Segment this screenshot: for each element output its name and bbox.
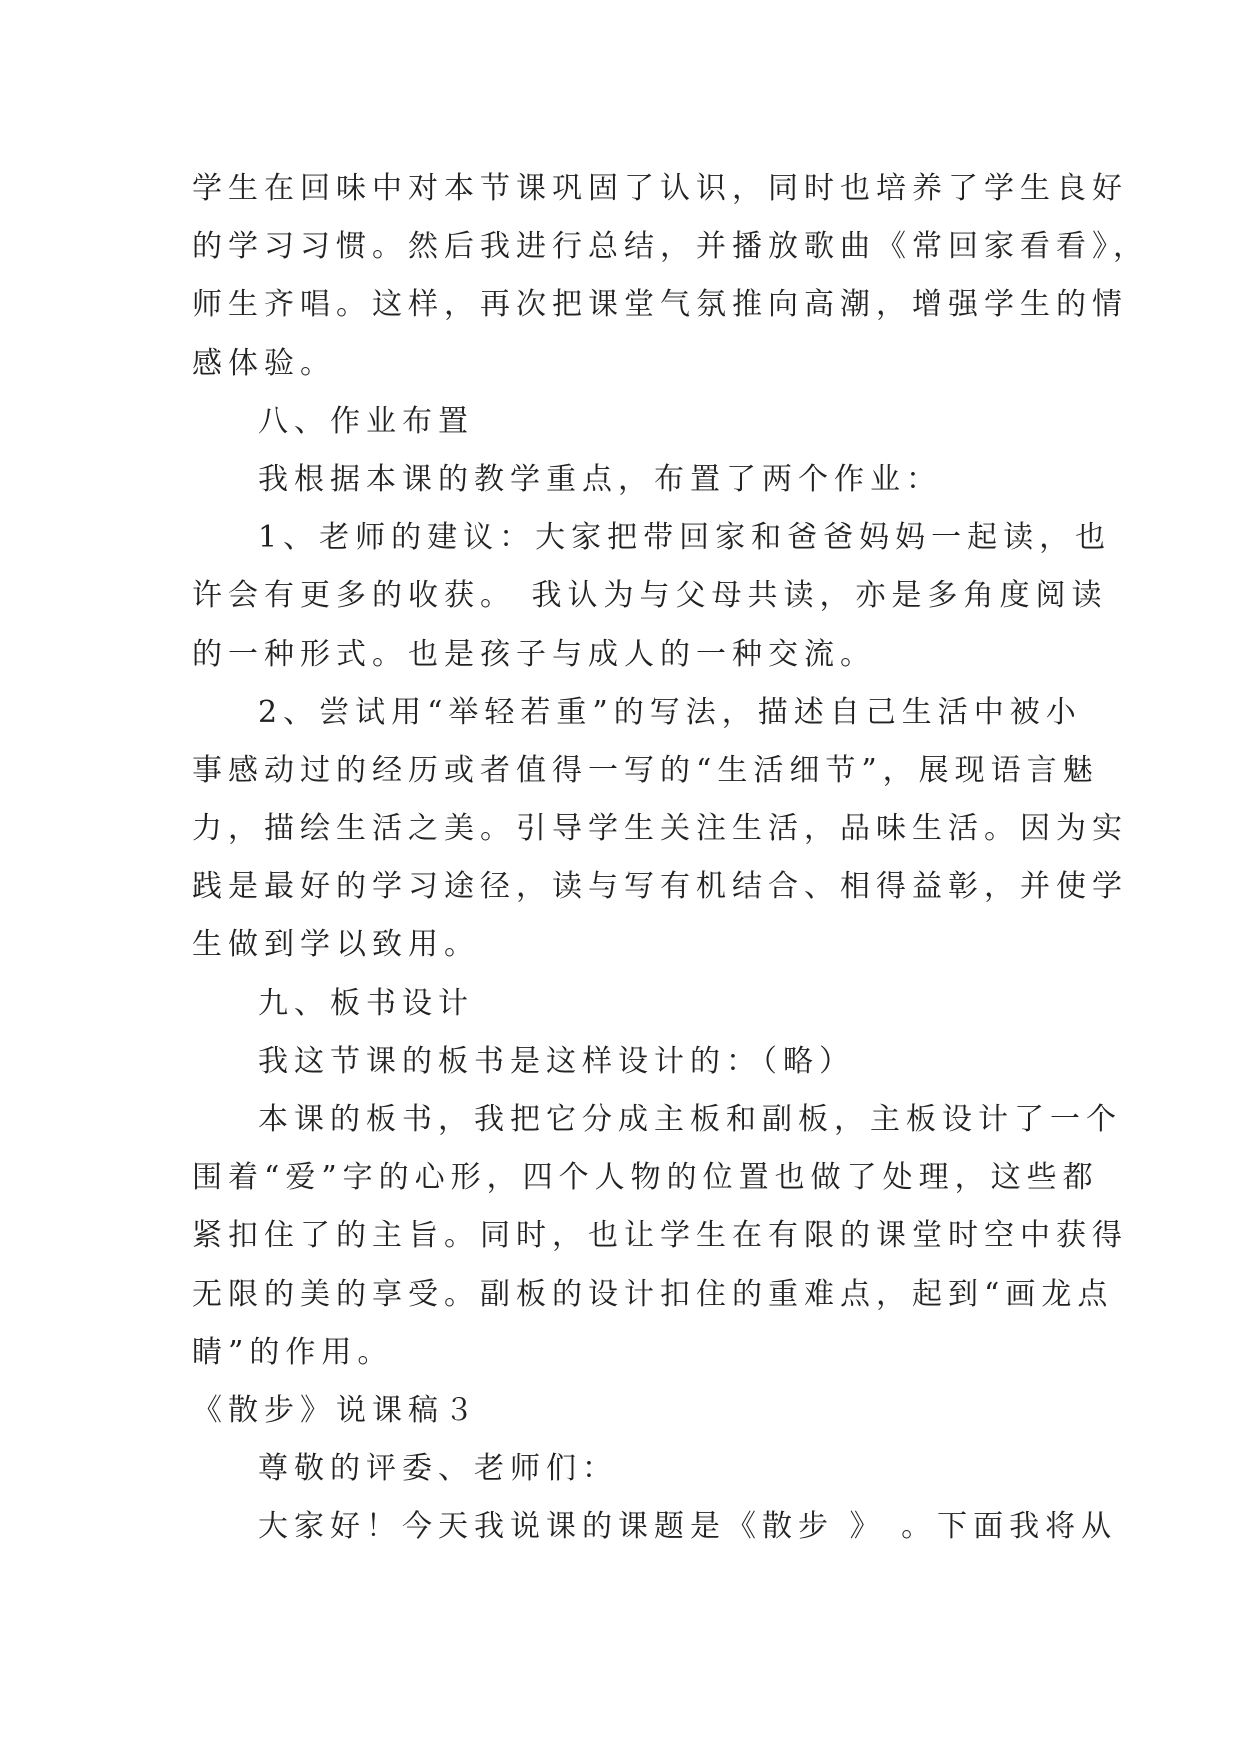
text-line-20: 无限的美的享受。副板的设计扣住的重难点，起到“画龙点 (192, 1276, 1114, 1312)
text-line-19: 紧扣住了的主旨。同时，也让学生在有限的课堂时空中获得 (192, 1218, 1128, 1254)
text-line-13: 践是最好的学习途径，读与写有机结合、相得益彰，并使学 (192, 869, 1128, 905)
text-line-16: 我这节课的板书是这样设计的：（略） (258, 1043, 855, 1079)
text-line-10: 2、尝试用“举轻若重”的写法，描述自己生活中被小 (258, 694, 1082, 730)
text-line-1: 学生在回味中对本节课巩固了认识，同时也培养了学生良好 (192, 171, 1128, 206)
text-line-21: 睛”的作用。 (192, 1334, 394, 1370)
section-heading-blackboard: 九、板书设计 (258, 985, 474, 1021)
section-heading-homework: 八、作业布置 (258, 403, 474, 439)
text-line-6: 我根据本课的教学重点，布置了两个作业： (258, 461, 942, 497)
document-title: 《散步》说课稿３ (192, 1392, 480, 1428)
text-line-4: 感体验。 (192, 345, 336, 381)
text-line-12: 力，描绘生活之美。引导学生关注生活，品味生活。因为实 (192, 811, 1128, 847)
text-line-3: 师生齐唱。这样，再次把课堂气氛推向高潮，增强学生的情 (192, 287, 1128, 323)
text-line-2: 的学习习惯。然后我进行总结，并播放歌曲《常回家看看》， (192, 229, 1149, 265)
salutation: 尊敬的评委、老师们： (258, 1451, 618, 1487)
text-line-18: 围着“爱”字的心形，四个人物的位置也做了处理，这些都 (192, 1160, 1099, 1196)
document-page (192, 160, 1149, 1557)
text-line-17: 本课的板书，我把它分成主板和副板，主板设计了一个 (258, 1102, 1122, 1137)
text-line-14: 生做到学以致用。 (192, 927, 480, 963)
text-line-11: 事感动过的经历或者值得一写的“生活细节”，展现语言魅 (192, 752, 1099, 788)
text-line-7: 1、老师的建议：大家把带回家和爸爸妈妈一起读，也 (258, 520, 1112, 556)
text-line-8: 许会有更多的收获。 我认为与父母共读，亦是多角度阅读 (192, 578, 1108, 614)
text-line-9: 的一种形式。也是孩子与成人的一种交流。 (192, 636, 876, 672)
text-line-24: 大家好！今天我说课的课题是《散步 》 。下面我将从 (258, 1509, 1118, 1545)
